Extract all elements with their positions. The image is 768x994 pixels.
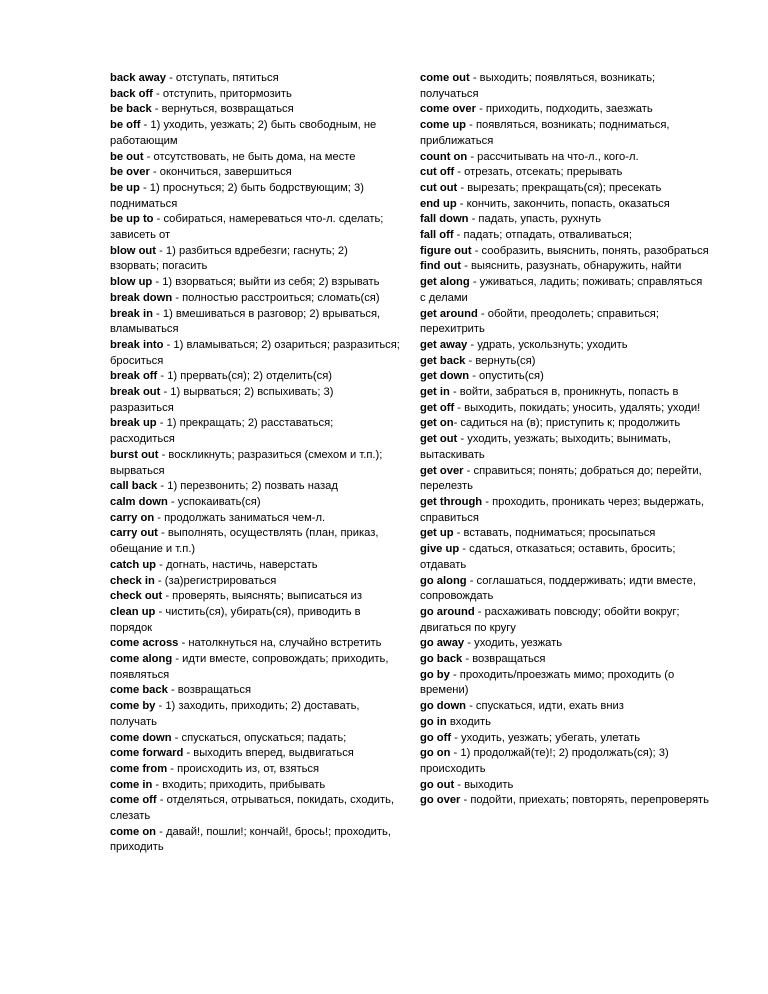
phrasal-verb-definition: - 1) перезвонить; 2) позвать назад: [157, 480, 338, 493]
phrasal-verb-term: go along: [420, 574, 467, 587]
phrasal-verb-definition: - 1) взорваться; выйти из себя; 2) взрывать: [152, 276, 380, 289]
phrasal-verb-definition: - 1) продолжай(те)!; 2) продолжать(ся); 3) происходить: [420, 747, 669, 775]
phrasal-verb-term: come on: [110, 825, 157, 838]
phrasal-verb-term: call back: [110, 480, 158, 493]
phrasal-verb-term: come from: [110, 762, 168, 775]
phrasal-verb-definition: - возвращаться: [462, 653, 546, 666]
phrasal-verb-definition: - уживаться, ладить; поживать; справляться с делами: [420, 276, 703, 304]
phrasal-verb-entry: [420, 71, 710, 102]
phrasal-verb-definition: - вернуться, возвращаться: [151, 103, 294, 116]
phrasal-verb-term: break into: [110, 338, 164, 351]
phrasal-verb-term: fall down: [420, 213, 469, 226]
phrasal-verb-definition: - кончить, закончить, попасть, оказаться: [456, 197, 670, 210]
phrasal-verb-term: get down: [420, 370, 470, 383]
phrasal-verb-term: get away: [420, 338, 468, 351]
phrasal-verb-entry: [420, 574, 710, 605]
phrasal-verb-term: go out: [420, 778, 455, 791]
phrasal-verb-entry: [110, 165, 400, 181]
phrasal-verb-entry: [110, 448, 400, 479]
phrasal-verb-term: be back: [110, 103, 152, 116]
phrasal-verb-definition: - 1) вырваться; 2) вспыхивать; 3) разразиться: [110, 386, 334, 414]
phrasal-verb-entry: [420, 668, 710, 699]
phrasal-verb-term: end up: [420, 197, 457, 210]
phrasal-verb-entry: [110, 479, 400, 495]
phrasal-verb-entry: [420, 778, 710, 794]
phrasal-verb-entry: [110, 87, 400, 103]
phrasal-verb-entry: [420, 699, 710, 715]
phrasal-verb-definition: - 1) разбиться вдребезги; гаснуть; 2) взорвать; погасить: [110, 244, 348, 273]
phrasal-verb-definition: - сообразить, выяснить, понять, разобраться: [471, 244, 709, 257]
phrasal-verb-definition: - подойти, приехать; повторять, перепроверять: [460, 794, 709, 807]
phrasal-verb-entry: [420, 526, 710, 542]
phrasal-verb-entry: [420, 307, 710, 338]
phrasal-verb-definition: - идти вместе, сопровождать; приходить, появляться: [110, 653, 389, 681]
phrasal-verb-term: count on: [420, 150, 468, 163]
phrasal-verb-definition: - вставать, подниматься; просыпаться: [453, 527, 656, 540]
phrasal-verb-entry: [110, 636, 400, 652]
phrasal-verb-definition: - 1) заходить, приходить; 2) доставать, получать: [110, 700, 360, 728]
phrasal-verb-term: calm down: [110, 495, 168, 508]
phrasal-verb-term: get off: [420, 401, 455, 414]
phrasal-verb-term: go on: [420, 747, 451, 760]
phrasal-verb-term: back away: [110, 72, 166, 84]
phrasal-verb-entry: [420, 652, 710, 668]
phrasal-verb-term: catch up: [110, 558, 157, 571]
phrasal-verb-definition: - входить; приходить, прибывать: [152, 778, 326, 791]
phrasal-verb-definition: - воскликнуть; разразиться (смехом и т.п.); вырваться: [110, 448, 383, 477]
phrasal-verb-entry: [420, 338, 710, 354]
phrasal-verb-entry: [110, 118, 400, 149]
phrasal-verb-definition: - опустить(ся): [469, 370, 544, 383]
phrasal-verb-definition: - 1) проснуться; 2) быть бодрствующим; 3) подниматься: [110, 181, 364, 210]
phrasal-verb-term: come up: [420, 119, 467, 132]
phrasal-verb-term: come forward: [110, 747, 184, 760]
phrasal-verb-definition: - приходить, подходить, заезжать: [475, 103, 653, 116]
phrasal-verb-definition: - выходить; появляться, возникать; получаться: [420, 72, 656, 100]
phrasal-verb-entry: [420, 165, 710, 181]
phrasal-verb-entry: [110, 244, 400, 275]
phrasal-verb-definition: - собираться, намереваться что-л. сделать; зависеть от: [110, 213, 384, 242]
phrasal-verb-term: get back: [420, 354, 466, 367]
phrasal-verb-entry: [420, 228, 710, 244]
phrasal-verb-term: carry on: [110, 511, 155, 524]
phrasal-verb-entry: [420, 746, 710, 777]
phrasal-verb-definition: - уходить, уезжать; выходить; вынимать, вытаскивать: [420, 433, 671, 461]
phrasal-verb-entry: [420, 212, 710, 228]
phrasal-verb-entry: [110, 683, 400, 699]
phrasal-verb-term: be out: [110, 150, 144, 163]
phrasal-verb-term: go away: [420, 637, 465, 650]
phrasal-verb-entry: [110, 102, 400, 118]
phrasal-verb-entry: [110, 181, 400, 212]
phrasal-verb-entry: [110, 558, 400, 574]
phrasal-verb-definition: - выходить: [454, 778, 514, 791]
phrasal-verb-entry: [420, 385, 710, 401]
right-column: [420, 71, 710, 809]
phrasal-verb-term: get through: [420, 495, 483, 508]
phrasal-verb-term: come back: [110, 684, 168, 697]
phrasal-verb-definition: - возвращаться: [167, 684, 252, 697]
phrasal-verb-term: blow up: [110, 276, 153, 289]
phrasal-verb-term: break down: [110, 291, 173, 304]
phrasal-verb-entry: [110, 589, 400, 605]
phrasal-verb-definition: - выяснить, разузнать, обнаружить, найти: [461, 260, 682, 273]
phrasal-verb-definition: - чистить(ся), убирать(ся), приводить в порядок: [110, 605, 361, 634]
phrasal-verb-definition: - полностью расстроиться; сломать(ся): [172, 291, 380, 304]
phrasal-verb-entry: [110, 416, 400, 447]
phrasal-verb-definition: - догнать, настичь, наверстать: [156, 558, 318, 571]
phrasal-verb-definition: - уходить, уезжать: [464, 637, 563, 650]
phrasal-verb-definition: - появляться, возникать; подниматься, приближаться: [420, 119, 670, 147]
phrasal-verb-entry: [420, 401, 710, 417]
phrasal-verb-definition: - отступить, притормозить: [152, 87, 292, 100]
phrasal-verb-definition: - (за)регистрироваться: [154, 574, 277, 587]
phrasal-verb-term: get along: [420, 276, 470, 289]
phrasal-verb-definition: - садиться на (в); приступить к; продолжить: [453, 417, 681, 430]
phrasal-verb-entry: [420, 275, 710, 306]
phrasal-verb-entry: [420, 197, 710, 213]
phrasal-verb-entry: [420, 102, 710, 118]
phrasal-verb-definition: - спускаться, опускаться; падать;: [171, 731, 347, 744]
phrasal-verb-term: back off: [110, 87, 153, 100]
phrasal-verb-definition: - вернуть(ся): [465, 354, 536, 367]
phrasal-verb-term: figure out: [420, 244, 472, 257]
phrasal-verb-term: cut out: [420, 181, 458, 194]
phrasal-verb-definition: - окончиться, завершиться: [149, 166, 292, 179]
phrasal-verb-entry: [420, 432, 710, 463]
phrasal-verb-term: come over: [420, 103, 476, 116]
phrasal-verb-definition: - сдаться, отказаться; оставить, бросить; отдавать: [420, 543, 676, 571]
phrasal-verb-entry: [420, 464, 710, 495]
phrasal-verb-term: check out: [110, 590, 163, 603]
phrasal-verb-entry: [420, 369, 710, 385]
phrasal-verb-definition: - успокаивать(ся): [167, 495, 261, 508]
phrasal-verb-term: break up: [110, 417, 157, 430]
phrasal-verb-term: clean up: [110, 605, 156, 618]
phrasal-verb-entry: [110, 369, 400, 385]
phrasal-verb-entry: [420, 354, 710, 370]
phrasal-verb-term: get on: [420, 417, 454, 430]
phrasal-verb-entry: [110, 731, 400, 747]
phrasal-verb-definition: - проходить/проезжать мимо; проходить (о времени): [420, 668, 675, 697]
phrasal-verb-definition: - вырезать; прекращать(ся); пресекать: [457, 181, 662, 194]
phrasal-verb-entry: [110, 778, 400, 794]
phrasal-verb-term: check in: [110, 574, 155, 587]
phrasal-verb-entry: [420, 731, 710, 747]
phrasal-verb-entry: [110, 385, 400, 416]
phrasal-verb-entry: [420, 542, 710, 573]
phrasal-verb-entry: [420, 259, 710, 275]
phrasal-verb-definition: - проверять, выяснять; выписаться из: [162, 590, 363, 603]
phrasal-verb-entry: [420, 416, 710, 432]
phrasal-verb-term: burst out: [110, 448, 159, 461]
phrasal-verb-definition: - уходить, уезжать; убегать, улетать: [451, 731, 641, 744]
phrasal-verb-term: be over: [110, 166, 150, 179]
phrasal-verb-entry: [420, 715, 710, 731]
phrasal-verb-definition: - справиться; понять; добраться до; перейти, перелезть: [420, 464, 702, 493]
phrasal-verb-definition: - расхаживать повсюду; обойти вокруг; двигаться по кругу: [420, 605, 680, 634]
phrasal-verb-term: go back: [420, 653, 463, 666]
phrasal-verb-term: come off: [110, 794, 157, 807]
phrasal-verb-definition: - войти, забраться в, проникнуть, попасть в: [449, 386, 679, 399]
phrasal-verb-term: go in: [420, 715, 447, 728]
phrasal-verb-definition: - отрезать, отсекать; прерывать: [454, 166, 623, 179]
phrasal-verb-definition: - удрать, ускользнуть; уходить: [467, 338, 628, 351]
phrasal-verb-term: come in: [110, 778, 153, 791]
phrasal-verb-term: be up: [110, 181, 140, 194]
phrasal-verb-term: give up: [420, 543, 460, 556]
phrasal-verb-entry: [110, 699, 400, 730]
phrasal-verb-entry: [110, 652, 400, 683]
phrasal-verb-definition: - обойти, преодолеть; справиться; перехитрить: [420, 307, 659, 336]
phrasal-verb-definition: - происходить из, от, взяться: [167, 762, 320, 775]
phrasal-verb-term: go over: [420, 794, 461, 807]
phrasal-verb-definition: - падать; отпадать, отваливаться;: [453, 229, 632, 242]
phrasal-verb-term: come down: [110, 731, 172, 744]
phrasal-verb-definition: - 1) прекращать; 2) расставаться; расходиться: [110, 417, 334, 446]
phrasal-verb-term: get over: [420, 464, 464, 477]
phrasal-verb-entry: [420, 793, 710, 809]
phrasal-verb-term: break in: [110, 307, 153, 320]
phrasal-verb-entry: [420, 118, 710, 149]
phrasal-verb-term: go around: [420, 605, 475, 618]
phrasal-verb-entry: [110, 275, 400, 291]
phrasal-verb-entry: [420, 605, 710, 636]
phrasal-verb-term: come by: [110, 700, 156, 713]
phrasal-verb-entry: [110, 605, 400, 636]
phrasal-verb-definition: - 1) уходить, уезжать; 2) быть свободным, не работающим: [110, 119, 377, 147]
phrasal-verb-term: fall off: [420, 229, 454, 242]
phrasal-verb-term: get out: [420, 433, 458, 446]
phrasal-verb-entry: [110, 825, 400, 856]
phrasal-verb-definition: - натолкнуться на, случайно встретить: [178, 637, 382, 650]
phrasal-verb-definition: - 1) прервать(ся); 2) отделить(ся): [157, 370, 333, 383]
phrasal-verb-entry: [420, 244, 710, 260]
phrasal-verb-term: break out: [110, 386, 161, 399]
phrasal-verb-entry: [110, 495, 400, 511]
phrasal-verb-definition: входить: [446, 715, 491, 728]
phrasal-verb-entry: [110, 511, 400, 527]
phrasal-verb-entry: [110, 212, 400, 243]
phrasal-verb-term: be off: [110, 119, 141, 132]
phrasal-verb-entry: [420, 636, 710, 652]
phrasal-verb-entry: [110, 307, 400, 338]
left-column: [110, 71, 400, 856]
phrasal-verb-definition: - отсутствовать, не быть дома, на месте: [143, 150, 356, 163]
phrasal-verb-entry: [110, 291, 400, 307]
phrasal-verb-term: get in: [420, 386, 450, 399]
phrasal-verb-term: get around: [420, 307, 478, 320]
phrasal-verb-term: go off: [420, 731, 452, 744]
phrasal-verb-definition: - давай!, пошли!; кончай!, брось!; проходить, приходить: [110, 825, 391, 854]
phrasal-verb-definition: - продолжать заниматься чем-л.: [154, 511, 326, 524]
phrasal-verb-entry: [420, 150, 710, 166]
phrasal-verb-term: come along: [110, 653, 173, 666]
phrasal-verb-term: be up to: [110, 213, 154, 226]
phrasal-verb-entry: [420, 495, 710, 526]
phrasal-verb-definition: - спускаться, идти, ехать вниз: [465, 700, 624, 713]
phrasal-verb-definition: - соглашаться, поддерживать; идти вместе, сопровождать: [420, 574, 696, 603]
phrasal-verb-definition: - проходить, проникать через; выдержать, справиться: [420, 495, 705, 524]
phrasal-verb-term: cut off: [420, 166, 455, 179]
phrasal-verb-definition: - 1) вламываться; 2) озариться; разразиться; броситься: [110, 338, 400, 367]
phrasal-verb-term: find out: [420, 260, 462, 273]
phrasal-verb-entry: [110, 150, 400, 166]
phrasal-verb-entry: [110, 746, 400, 762]
phrasal-verb-definition: - 1) вмешиваться в разговор; 2) врываться, вламываться: [110, 307, 381, 336]
phrasal-verb-entry: [110, 762, 400, 778]
phrasal-verb-term: go by: [420, 668, 450, 681]
phrasal-verb-term: break off: [110, 370, 158, 383]
phrasal-verb-entry: [110, 526, 400, 557]
phrasal-verb-term: get up: [420, 527, 454, 540]
phrasal-verb-definition: - падать, упасть, рухнуть: [468, 213, 602, 226]
phrasal-verb-term: carry out: [110, 527, 158, 540]
phrasal-verb-definition: - отделяться, отрываться, покидать, сходить, слезать: [110, 794, 395, 823]
phrasal-verb-entry: [110, 338, 400, 369]
phrasal-verb-definition: - выполнять, осуществлять (план, приказ, обещание и т.п.): [110, 527, 379, 556]
phrasal-verb-entry: [110, 793, 400, 824]
phrasal-verb-entry: [110, 71, 400, 87]
phrasal-verb-definition: - выходить, покидать; уносить, удалять; уходи!: [454, 401, 701, 414]
phrasal-verb-definition: - отступать, пятиться: [165, 72, 279, 84]
phrasal-verb-term: go down: [420, 700, 466, 713]
phrasal-verb-definition: - выходить вперед, выдвигаться: [183, 747, 354, 760]
phrasal-verb-entry: [110, 574, 400, 590]
phrasal-verb-entry: [420, 181, 710, 197]
phrasal-verb-term: blow out: [110, 244, 156, 257]
phrasal-verb-definition: - рассчитывать на что-л., кого-л.: [467, 150, 639, 163]
phrasal-verb-term: come out: [420, 72, 470, 84]
phrasal-verb-term: come across: [110, 637, 179, 650]
